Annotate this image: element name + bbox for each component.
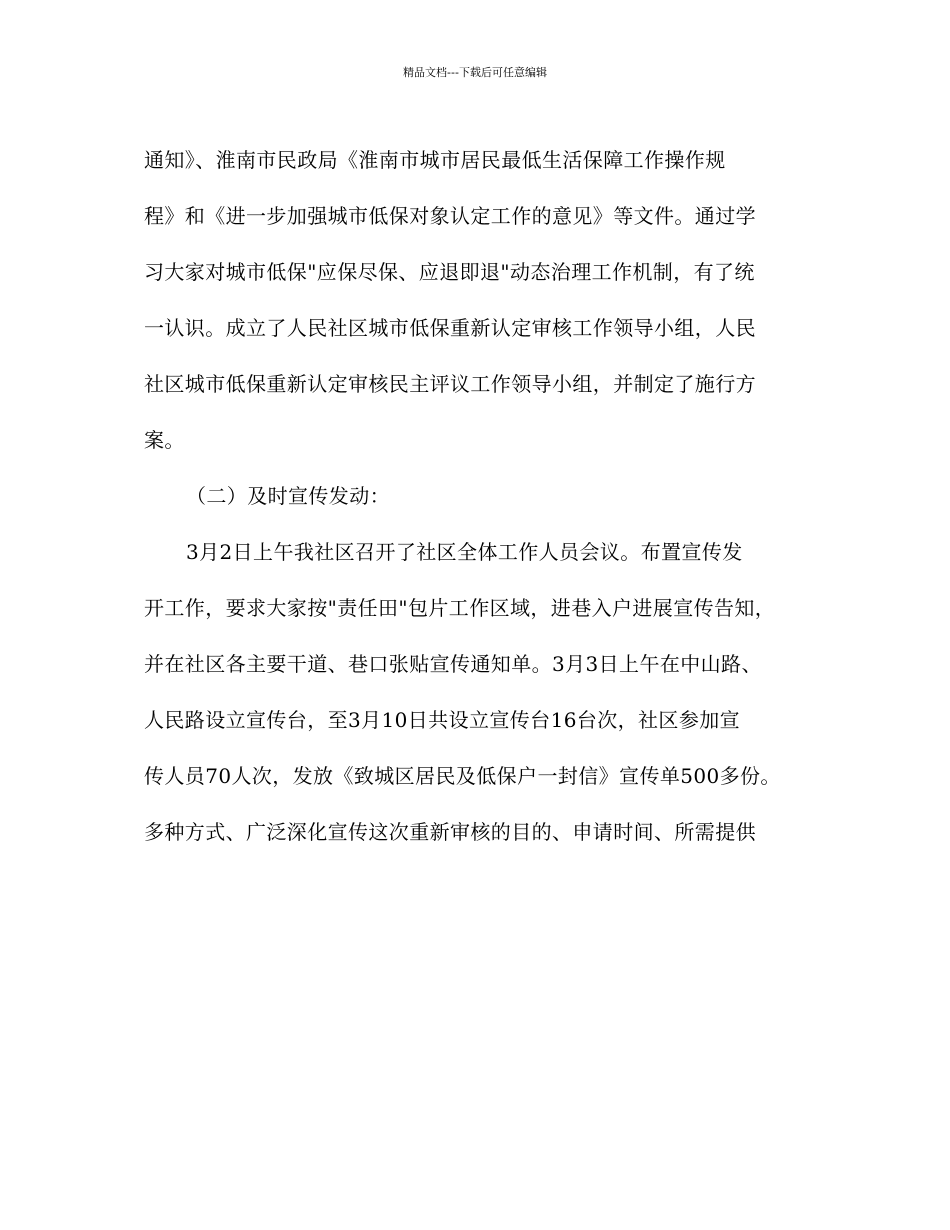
text-line: 并在社区各主要干道、巷口张贴宣传通知单。3月3日上午在中山路、 [144,652,762,676]
text-line: 多种方式、广泛深化宣传这次重新审核的目的、申请时间、所需提供 [144,820,756,844]
text-line: 开工作，要求大家按"责任田"包片工作区域，进巷入户进展宣传告知， [144,596,776,620]
text-line: 习大家对城市低保"应保尽保、应退即退"动态治理工作机制，有了统 [144,260,755,284]
text-line: 社区城市低保重新认定审核民主评议工作领导小组，并制定了施行方 [144,372,756,396]
section-heading: （二）及时宣传发动： [186,484,390,508]
page-header: 精品文档---下载后可任意编辑 [403,66,547,79]
text-line: 程》和《进一步加强城市低保对象认定工作的意见》等文件。通过学 [144,204,756,228]
text-line: 人民路设立宣传台，至3月10日共设立宣传台16台次，社区参加宣 [144,708,741,732]
text-line: 通知》、淮南市民政局《淮南市城市居民最低生活保障工作操作规 [144,148,726,172]
body-text [144,140,814,868]
text-line: 案。 [144,428,185,452]
text-line: 传人员70人次，发放《致城区居民及低保户一封信》宣传单500多份。 [144,764,781,788]
text-line: 3月2日上午我社区召开了社区全体工作人员会议。布置宣传发 [186,540,743,564]
text-line: 一认识。成立了人民社区城市低保重新认定审核工作领导小组，人民 [144,316,756,340]
